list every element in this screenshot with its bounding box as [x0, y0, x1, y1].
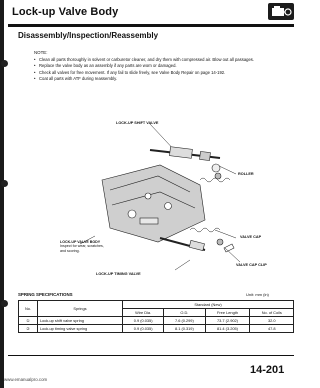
- callout-valve-cap-clip: VALVE CAP CLIP: [236, 263, 267, 267]
- section-title: Disassembly/Inspection/Reassembly: [18, 31, 159, 40]
- callout-lock-up-timing-valve: LOCK-UP TIMING VALVE: [96, 272, 141, 276]
- valve-cap-clip: [224, 244, 234, 252]
- leader-line: [225, 248, 240, 262]
- units-note: Unit: mm (in): [246, 292, 269, 297]
- callout-body-note-2: and scoring.: [60, 248, 80, 253]
- source-url[interactable]: www.emanualpro.com: [4, 377, 48, 382]
- table-header-row: [19, 301, 294, 309]
- cell-no: ②: [19, 325, 38, 333]
- binder-hole: [1, 300, 8, 307]
- leader-line: [175, 260, 190, 270]
- cell-free-length: 73.7 (2.902): [205, 317, 250, 325]
- callout-lock-up-shift-valve: LOCK-UP SHIFT VALVE: [116, 121, 159, 125]
- table-row: [19, 317, 294, 325]
- callout-body-title: LOCK-UP VALVE BODY: [60, 240, 101, 244]
- header-springs: Springs: [38, 301, 123, 317]
- cell-no: ①: [19, 317, 38, 325]
- lock-up-timing-valve: [160, 238, 205, 251]
- spring-specs-title: SPRING SPECIFICATIONS: [18, 292, 73, 297]
- footer-rule: [8, 355, 294, 356]
- cell-free-length: 81.4 (3.205): [205, 325, 250, 333]
- page-title: Lock-up Valve Body: [12, 6, 119, 18]
- cell-spring-name: Lock-up shift valve spring: [38, 317, 123, 325]
- engine-tools-icon: [268, 3, 294, 20]
- page-number: 14-201: [250, 364, 285, 376]
- binder-hole: [1, 60, 8, 67]
- note-item: • Clean all parts thoroughly in solvent or carburetor cleaner, and dry them with compressed air. Blow out all passages.: [34, 57, 284, 63]
- roller: [212, 164, 220, 172]
- callout-lock-up-valve-body: [60, 240, 104, 253]
- note-item: • Coat all parts with ATF during reassembly.: [34, 76, 284, 82]
- cell-od: 8.1 (0.319): [164, 325, 205, 333]
- leader-line: [215, 230, 236, 238]
- spring-specs-table: [18, 300, 294, 333]
- cell-wire-dia: 0.9 (0.035): [123, 317, 164, 325]
- header-standard: Standard (New): [123, 301, 294, 309]
- callout-roller: ROLLER: [238, 172, 254, 176]
- binder-spine: [0, 0, 4, 388]
- header-od: O.D.: [164, 309, 205, 317]
- valve-cap: [215, 173, 223, 245]
- binder-hole: [1, 180, 8, 187]
- header-rule: [8, 24, 294, 27]
- note-item: • Check all valves for free movement. If any fail to slide freely, see Valve Body Repair on page 14-192.: [34, 70, 284, 76]
- cell-coils: 32.0: [250, 317, 294, 325]
- note-list: [34, 57, 284, 83]
- cell-coils: 47.8: [250, 325, 294, 333]
- note-label: NOTE:: [34, 50, 48, 55]
- callout-body-note-1: Inspect for wear, scratches,: [60, 244, 104, 249]
- callout-valve-cap: VALVE CAP: [240, 235, 262, 239]
- cell-wire-dia: 0.9 (0.035): [123, 325, 164, 333]
- header-wire-dia: Wire Dia.: [123, 309, 164, 317]
- cell-spring-name: Lock-up timing valve spring: [38, 325, 123, 333]
- lock-up-shift-valve: [150, 147, 220, 161]
- table-row: [19, 325, 294, 333]
- header-coils: No. of Coils: [250, 309, 294, 317]
- note-item: • Replace the valve body as an assembly if any parts are worn or damaged.: [34, 63, 284, 69]
- lock-up-valve-body: [102, 165, 205, 242]
- header-no: No.: [19, 301, 38, 317]
- cell-od: 7.6 (0.299): [164, 317, 205, 325]
- header-free-length: Free Length: [205, 309, 250, 317]
